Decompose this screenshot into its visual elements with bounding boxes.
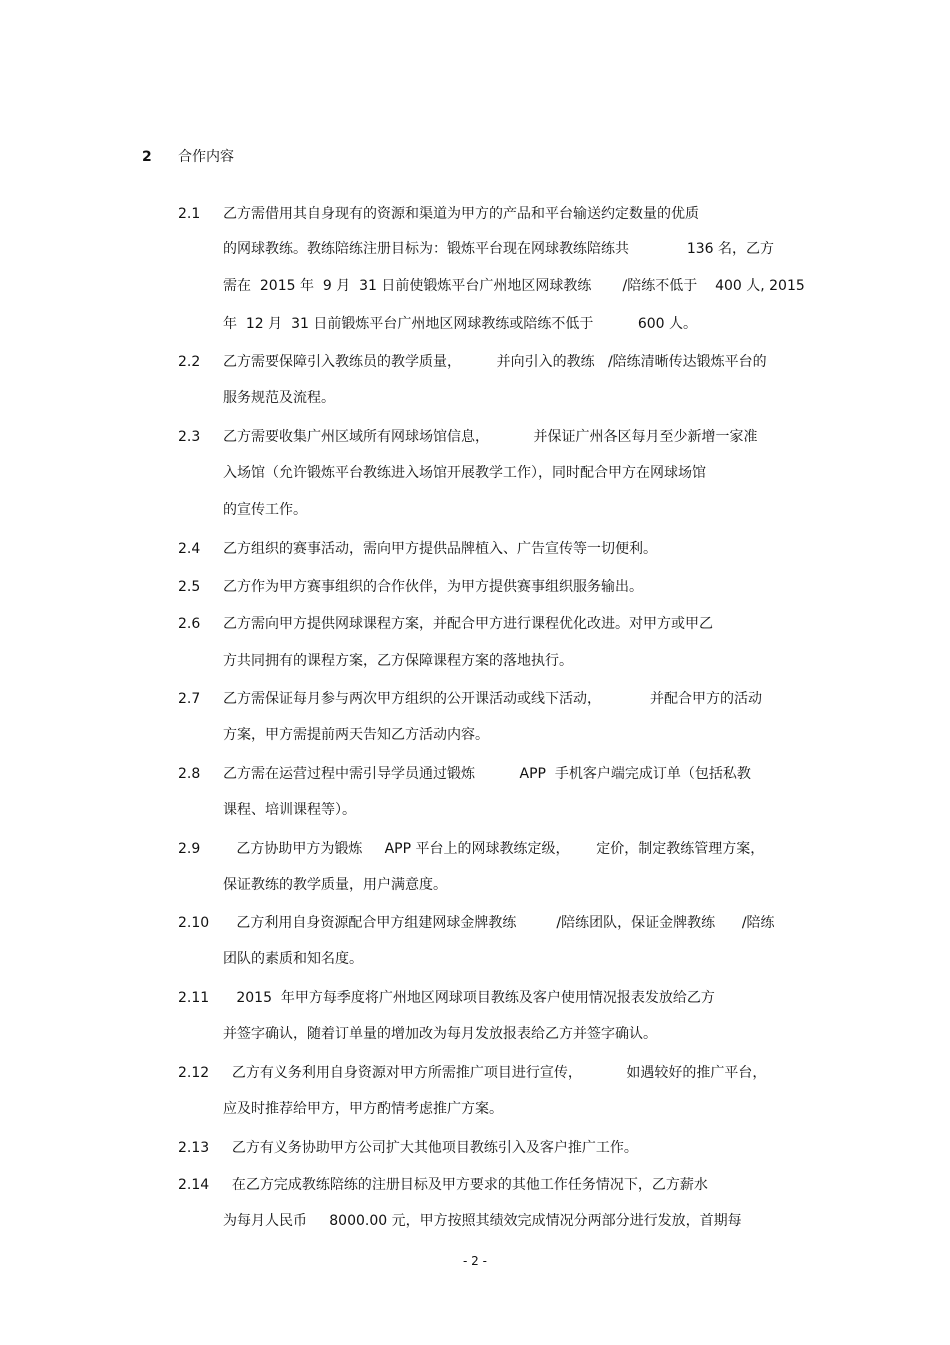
clause-line: 应及时推荐给甲方，甲方酌情考虑推广方案。 [223,1101,503,1117]
clause-line: 2015 年甲方每季度将广州地区网球项目教练及客户使用情况报表发放给乙方 [223,990,715,1006]
clause-line: 乙方需在运营过程中需引导学员通过锻炼 APP 手机客户端完成订单（包括私教 [223,766,751,782]
clause-line: 服务规范及流程。 [223,390,335,406]
clause-number: 2.2 [178,354,201,370]
clause-line: 需在 2015 年 9 月 31 日前使锻炼平台广州地区网球教练 /陪练不低于 400 人, 2015 [223,278,805,294]
clause-number: 2.12 [178,1065,210,1081]
clause-line: 乙方需保证每月参与两次甲方组织的公开课活动或线下活动， 并配合甲方的活动 [223,691,762,707]
clause-number: 2.13 [178,1140,210,1156]
clause-number: 2.14 [178,1177,210,1193]
clause-line: 课程、培训课程等）。 [223,802,356,818]
clause-number: 2.3 [178,429,201,445]
clause-line: 为每月人民币 8000.00 元，甲方按照其绩效完成情况分两部分进行发放，首期每 [223,1213,742,1229]
section-title: 合作内容 [178,149,234,165]
clause-line: 乙方有义务协助甲方公司扩大其他项目教练引入及客户推广工作。 [223,1140,638,1156]
clause-line: 团队的素质和知名度。 [223,951,363,967]
clause-number: 2.7 [178,691,201,707]
clause-line: 乙方需向甲方提供网球课程方案，并配合甲方进行课程优化改进。对甲方或甲乙 [223,616,713,632]
clause-line: 乙方协助甲方为锻炼 APP 平台上的网球教练定级， 定价，制定教练管理方案， [223,841,765,857]
page-number: - 2 - [463,1254,487,1268]
clause-line: 并签字确认，随着订单量的增加改为每月发放报表给乙方并签字确认。 [223,1026,657,1042]
clause-line: 保证教练的教学质量，用户满意度。 [223,877,447,893]
section-number: 2 [142,149,152,165]
clause-line: 乙方作为甲方赛事组织的合作伙伴，为甲方提供赛事组织服务输出。 [223,579,643,595]
clause-line: 的宣传工作。 [223,502,307,518]
clause-number: 2.5 [178,579,201,595]
clause-line: 乙方需借用其自身现有的资源和渠道为甲方的产品和平台输送约定数量的优质 [223,206,699,222]
clause-number: 2.10 [178,915,210,931]
clause-line: 乙方需要收集广州区域所有网球场馆信息， 并保证广州各区每月至少新增一家准 [223,429,758,445]
clause-number: 2.8 [178,766,201,782]
clause-number: 2.1 [178,206,201,222]
clause-line: 在乙方完成教练陪练的注册目标及甲方要求的其他工作任务情况下，乙方薪水 [223,1177,708,1193]
clause-line: 的网球教练。教练陪练注册目标为：锻炼平台现在网球教练陪练共 136 名，乙方 [223,241,775,257]
clause-line: 年 12 月 31 日前锻炼平台广州地区网球教练或陪练不低于 600 人。 [223,316,698,332]
clause-number: 2.9 [178,841,201,857]
clause-line: 方共同拥有的课程方案，乙方保障课程方案的落地执行。 [223,653,573,669]
clause-number: 2.4 [178,541,201,557]
clause-line: 乙方需要保障引入教练员的教学质量， 并向引入的教练 /陪练清晰传达锻炼平台的 [223,354,767,370]
clause-line: 入场馆（允许锻炼平台教练进入场馆开展教学工作），同时配合甲方在网球场馆 [223,465,706,481]
clause-line: 方案，甲方需提前两天告知乙方活动内容。 [223,727,489,743]
clause-line: 乙方利用自身资源配合甲方组建网球金牌教练 /陪练团队，保证金牌教练 /陪练 [223,915,775,931]
clause-line: 乙方有义务利用自身资源对甲方所需推广项目进行宣传， 如遇较好的推广平台， [223,1065,767,1081]
clause-line: 乙方组织的赛事活动，需向甲方提供品牌植入、广告宣传等一切便利。 [223,541,657,557]
clause-number: 2.11 [178,990,210,1006]
clause-number: 2.6 [178,616,201,632]
